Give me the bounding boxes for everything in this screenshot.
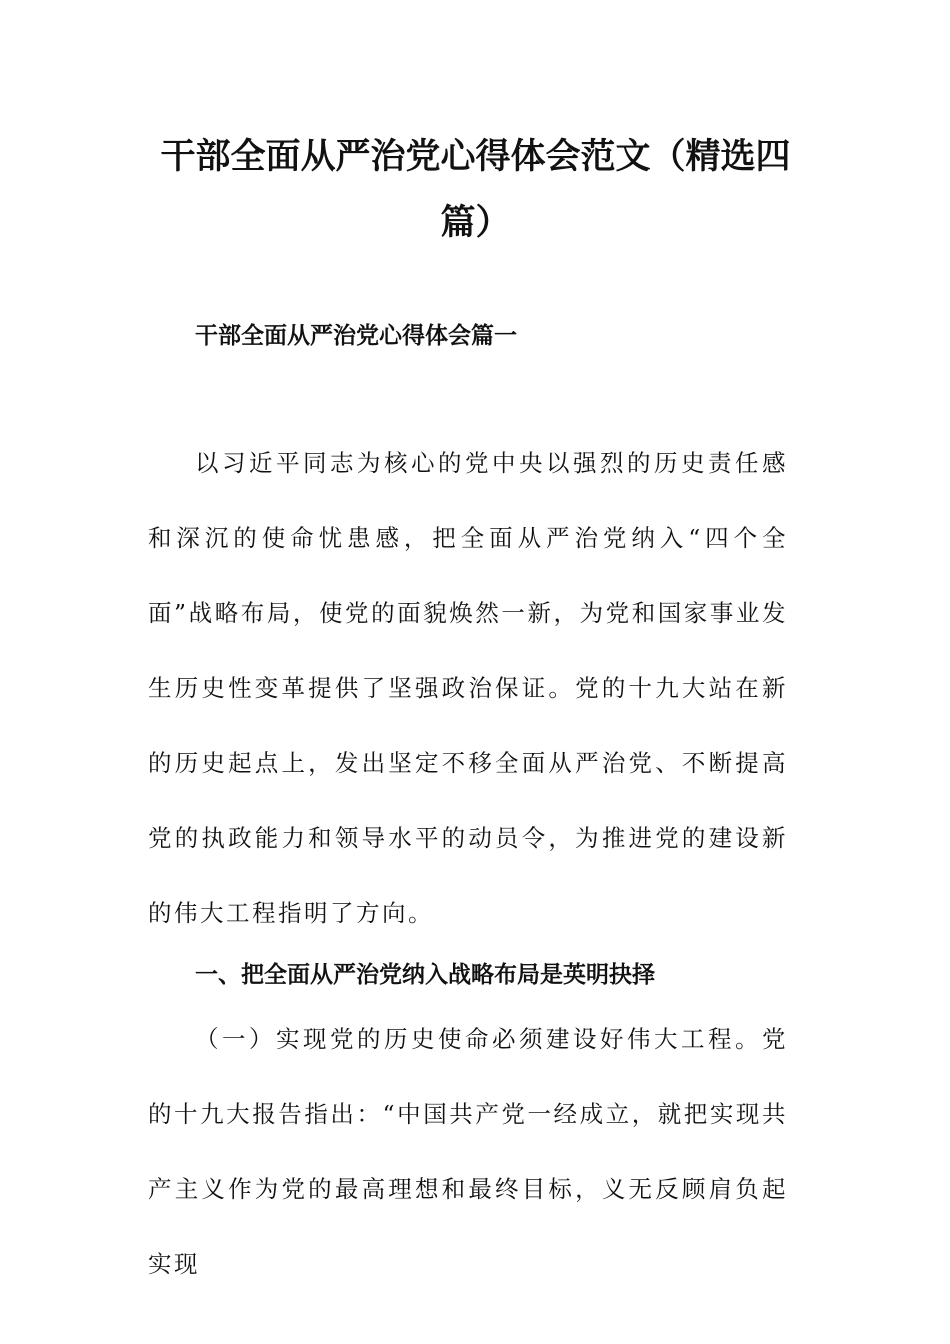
document-title: 干部全面从严治党心得体会范文（精选四篇）: [160, 136, 791, 243]
body-paragraph-2: （一）实现党的历史使命必须建设好伟大工程。党的十九大报告指出：“中国共产党一经成立，就把实现共产主义作为党的最高理想和最终目标，义无反顾肩负起实现: [148, 1025, 788, 1278]
body-paragraph-1: 以习近平同志为核心的党中央以强烈的历史责任感和深沉的使命忧患感，把全面从严治党纳入“四个全面”战略布局，使党的面貌焕然一新，为党和国家事业发生历史性变革提供了坚强政治保证。党的十九大站在新的历史起点上，发出坚定不移全面从严治党、不断提高党的执政能力和领导水平的动员令，为推进党的建设新的伟大工程指明了方向。: [148, 449, 788, 927]
section-title: 干部全面从严治党心得体会篇一: [195, 323, 517, 349]
subheading-1: 一、把全面从严治党纳入战略布局是英明抉择: [195, 962, 655, 988]
